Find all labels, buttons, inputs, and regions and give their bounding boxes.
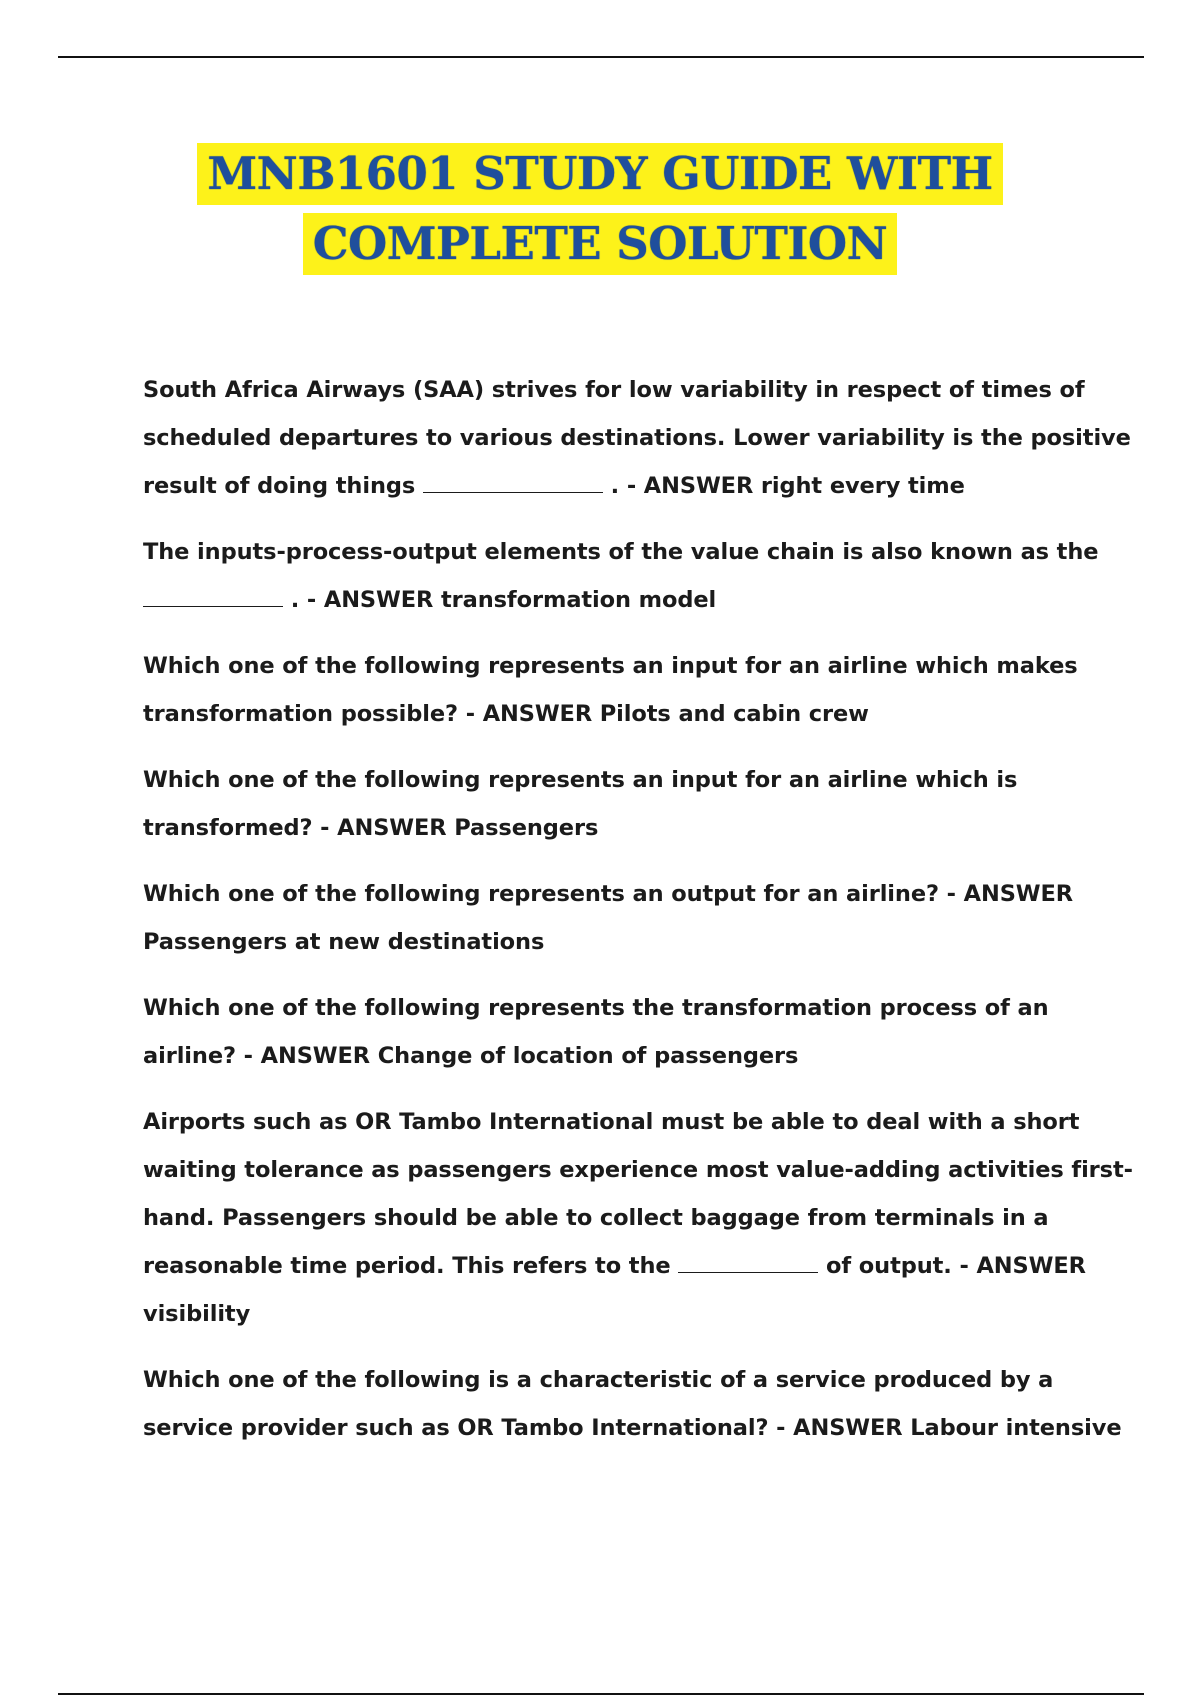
- qa-item-6: Which one of the following represents the transformation process of an airline? - ANSWER Change of location of passengers: [143, 995, 1049, 1069]
- qa-item-5: Which one of the following represents an output for an airline? - ANSWER Passengers at new destinations: [143, 881, 1074, 955]
- qa-item-2-text-b: . - ANSWER transformation model: [290, 587, 717, 613]
- qa-item-1-text-a: South Africa Airways (SAA) strives for low variability in respect of times of scheduled departures to various destinations. Lower variability is the positive result of doing things: [143, 377, 1131, 499]
- qa-item-2: [143, 528, 1143, 624]
- fill-in-blank: [143, 586, 283, 607]
- top-rule: [58, 56, 1144, 58]
- qa-item-1: [143, 366, 1143, 510]
- qa-item-7-text-a: Airports such as OR Tambo International must be able to deal with a short waiting tolerance as passengers experience most value-adding activities first-hand. Passengers should be able to collect baggage from terminals in a reasonable time period. This refers to the: [143, 1109, 1133, 1279]
- qa-item-4: Which one of the following represents an input for an airline which is transformed? - ANSWER Passengers: [143, 767, 1018, 841]
- fill-in-blank: [423, 472, 603, 493]
- document-title: [0, 143, 1200, 275]
- bottom-rule: [58, 1693, 1144, 1695]
- qa-item-1-text-b: . - ANSWER right every time: [610, 473, 965, 499]
- qa-item-2-text-a: The inputs-process-output elements of the value chain is also known as the: [143, 539, 1099, 565]
- qa-list: [143, 366, 1143, 1470]
- title-line-1: MNB1601 STUDY GUIDE WITH: [197, 143, 1002, 205]
- qa-item-7: [143, 1098, 1143, 1338]
- qa-item-3: Which one of the following represents an input for an airline which makes transformation possible? - ANSWER Pilots and cabin crew: [143, 653, 1078, 727]
- qa-item-7-text-b: of output. - ANSWER visibility: [143, 1253, 1086, 1327]
- title-line-2: COMPLETE SOLUTION: [303, 213, 898, 275]
- qa-item-8: Which one of the following is a characteristic of a service produced by a service provider such as OR Tambo International? - ANSWER Labour intensive: [143, 1367, 1122, 1441]
- fill-in-blank: [678, 1252, 818, 1273]
